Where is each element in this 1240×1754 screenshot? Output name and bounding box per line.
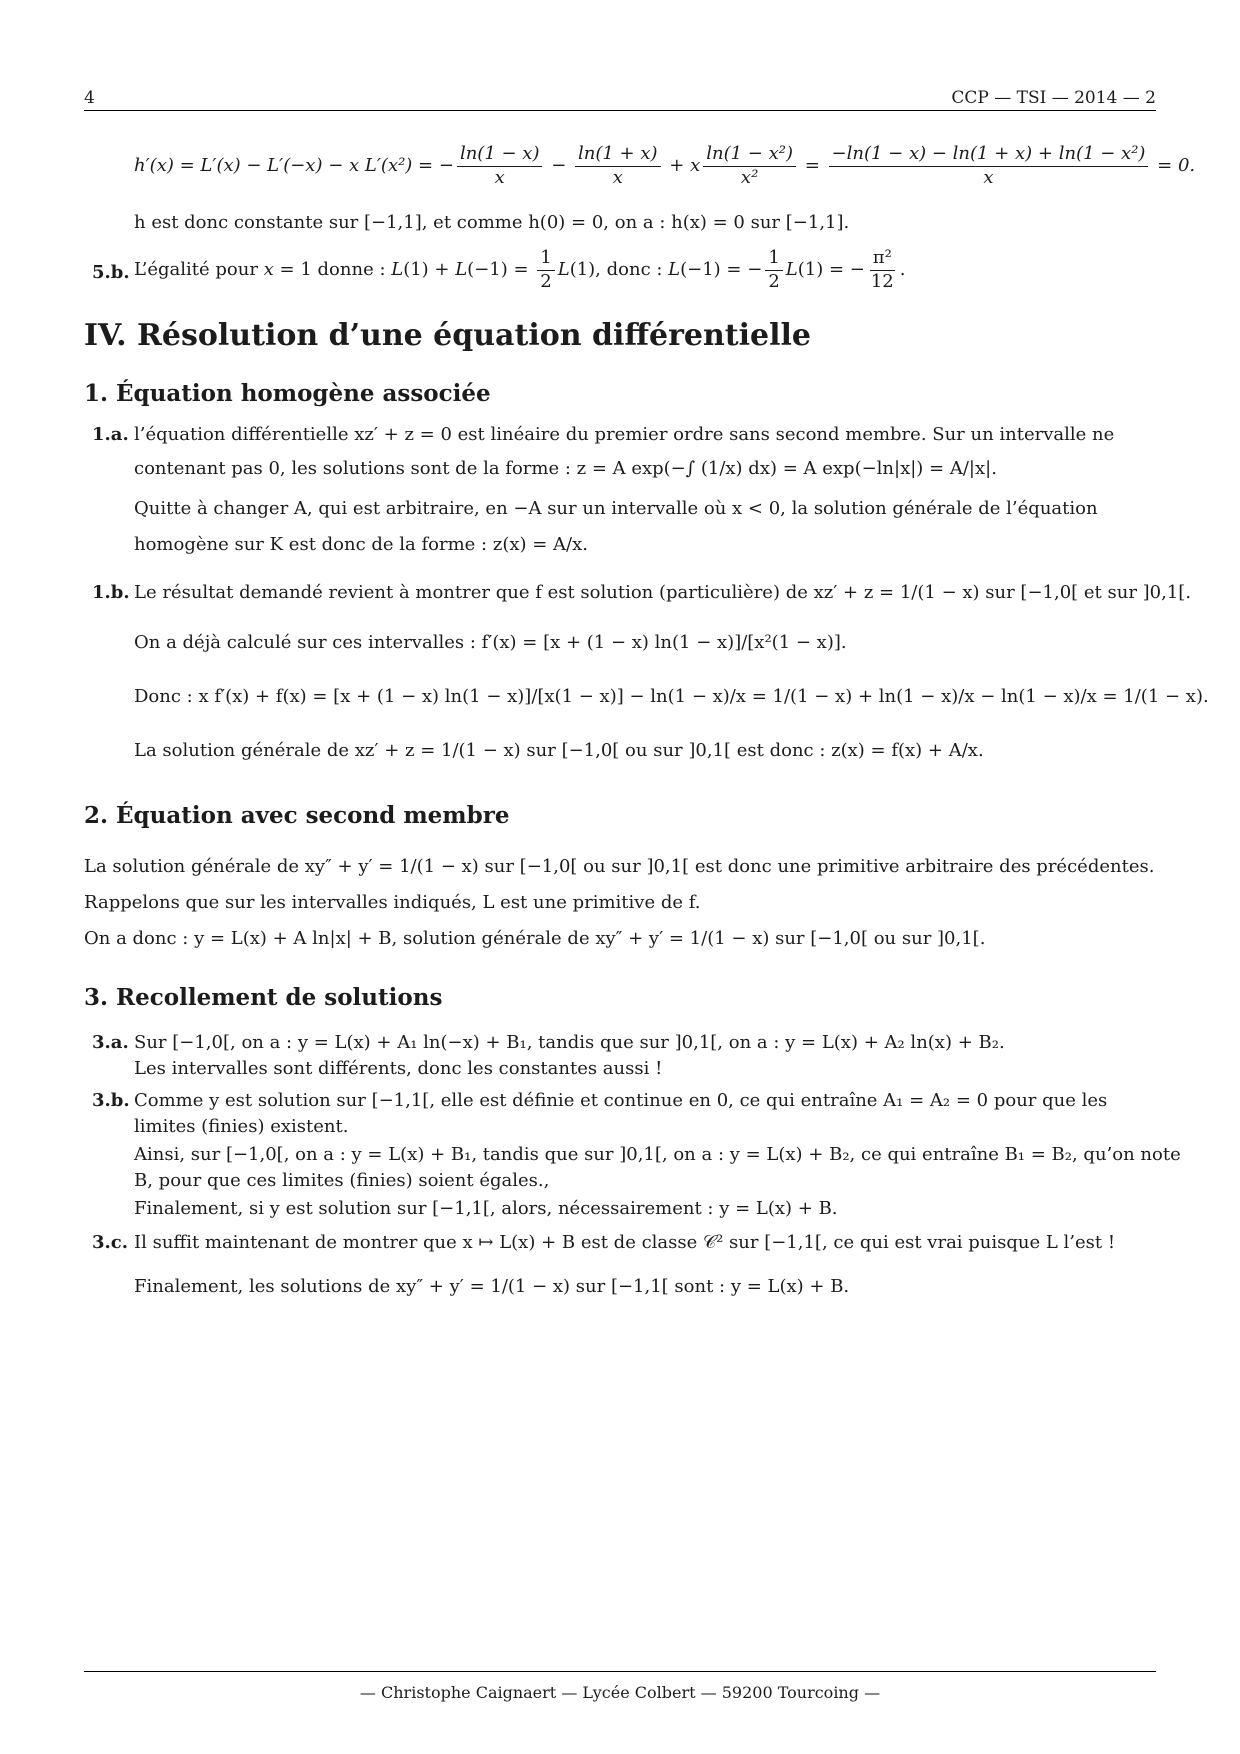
q1a-line1: l’équation différentielle xz′ + z = 0 est linéaire du premier ordre sans second membre. Sur un intervalle ne [134,424,1115,445]
page-header [84,88,1156,111]
q3a-line2: Les intervalles sont différents, donc les constantes aussi ! [134,1058,663,1079]
subsection-1-title: 1. Équation homogène associée [84,380,491,407]
q3a-tag: 3.a. [92,1032,129,1053]
subsection-3-title: 3. Recollement de solutions [84,984,443,1011]
q3b-line3: Ainsi, sur [−1,0[, on a : y = L(x) + B₁, tandis que sur ]0,1[, on a : y = L(x) + B₂, ce qui entraîne B₁ = B₂, qu’on note [134,1144,1181,1165]
page-footer [84,1671,1156,1702]
h-constant-line: h est donc constante sur [−1,1], et comme h(0) = 0, on a : h(x) = 0 sur [−1,1]. [134,212,850,233]
q1a-line3: Quitte à changer A, qui est arbitraire, en −A sur un intervalle où x < 0, la solution générale de l’équation [134,498,1098,519]
q1b-line4: La solution générale de xz′ + z = 1/(1 − x) sur [−1,0[ ou sur ]0,1[ est donc : z(x) = f(x) + A/x. [134,740,984,761]
sub2-line3: On a donc : y = L(x) + A ln|x| + B, solution générale de xy″ + y′ = 1/(1 − x) sur [−1,0[ ou sur ]0,1[. [84,928,986,949]
q3b-line4: B, pour que ces limites (finies) soient égales., [134,1170,550,1191]
sub2-line1: La solution générale de xy″ + y′ = 1/(1 − x) sur [−1,0[ ou sur ]0,1[ est donc une primitive arbitraire des précédentes. [84,856,1155,877]
q3c-tag: 3.c. [92,1232,129,1253]
page-number: 4 [84,88,95,108]
q3c-line2: Finalement, les solutions de xy″ + y′ = 1/(1 − x) sur [−1,1[ sont : y = L(x) + B. [134,1276,850,1297]
sub2-line2: Rappelons que sur les intervalles indiqués, L est une primitive de f. [84,892,701,913]
q1a-line4: homogène sur K est donc de la forme : z(x) = A/x. [134,534,588,555]
q1b-line1: Le résultat demandé revient à montrer que f est solution (particulière) de xz′ + z = 1/(1 − x) sur [−1,0[ et sur ]0,1[. [134,582,1192,603]
q3b-line5: Finalement, si y est solution sur [−1,1[, alors, nécessairement : y = L(x) + B. [134,1198,838,1219]
q1b-line3: Donc : x f′(x) + f(x) = [x + (1 − x) ln(1 − x)]/[x(1 − x)] − ln(1 − x)/x = 1/(1 − x) + ln(1 − x)/x − ln(1 − x)/x = 1/(1 − x). [134,686,1209,707]
q1b-line2: On a déjà calculé sur ces intervalles : f′(x) = [x + (1 − x) ln(1 − x)]/[x²(1 − x)]. [134,632,847,653]
q1a-line2: contenant pas 0, les solutions sont de la forme : z = A exp(−∫ (1/x) dx) = A exp(−ln|x|) = A/|x|. [134,458,997,479]
q3a-line1: Sur [−1,0[, on a : y = L(x) + A₁ ln(−x) + B₁, tandis que sur ]0,1[, on a : y = L(x) + A₂ ln(x) + B₂. [134,1032,1005,1053]
h-prime-equation: h′(x) = L′(x) − L′(−x) − x L′(x²) = − $\frac{\ln(1 - x)}{x}$ − $\frac{\ln(1 + x)}{x}$ + x $\frac{\text{ln(1 − x²)}}{\text{x²}}$ = $\frac{\text{−ln(1 − x) − ln(1 + x) + ln(1 − x²)}}{x}$ = 0. [134,143,1196,188]
q1b-tag: 1.b. [92,582,130,603]
section-title: IV. Résolution d’une équation différentielle [84,318,812,353]
running-title: CCP — TSI — 2014 — 2 [951,88,1156,108]
q3b-tag: 3.b. [92,1090,130,1111]
q3c-line1: Il suffit maintenant de montrer que x ↦ L(x) + B est de classe 𝒞² sur [−1,1[, ce qui est vrai puisque L l’est ! [134,1232,1116,1253]
footer-text: — Christophe Caignaert — Lycée Colbert — 59200 Tourcoing — [359,1683,881,1702]
q3b-line1: Comme y est solution sur [−1,1[, elle est définie et continue en 0, ce qui entraîne A₁ = A₂ = 0 pour que les [134,1090,1108,1111]
subsection-2-title: 2. Équation avec second membre [84,802,510,829]
q1a-tag: 1.a. [92,424,129,445]
q5b-text: L’égalité pour x = 1 donne : L(1) + L(−1) = $\frac{1}{2}$ L(1), donc : L(−1) = − $\frac{1}{2}$ L(1) = − $\frac{\text{π²}}{12}$ . [134,247,906,292]
q5b-tag: 5.b. [92,262,130,283]
q3b-line2: limites (finies) existent. [134,1116,349,1137]
